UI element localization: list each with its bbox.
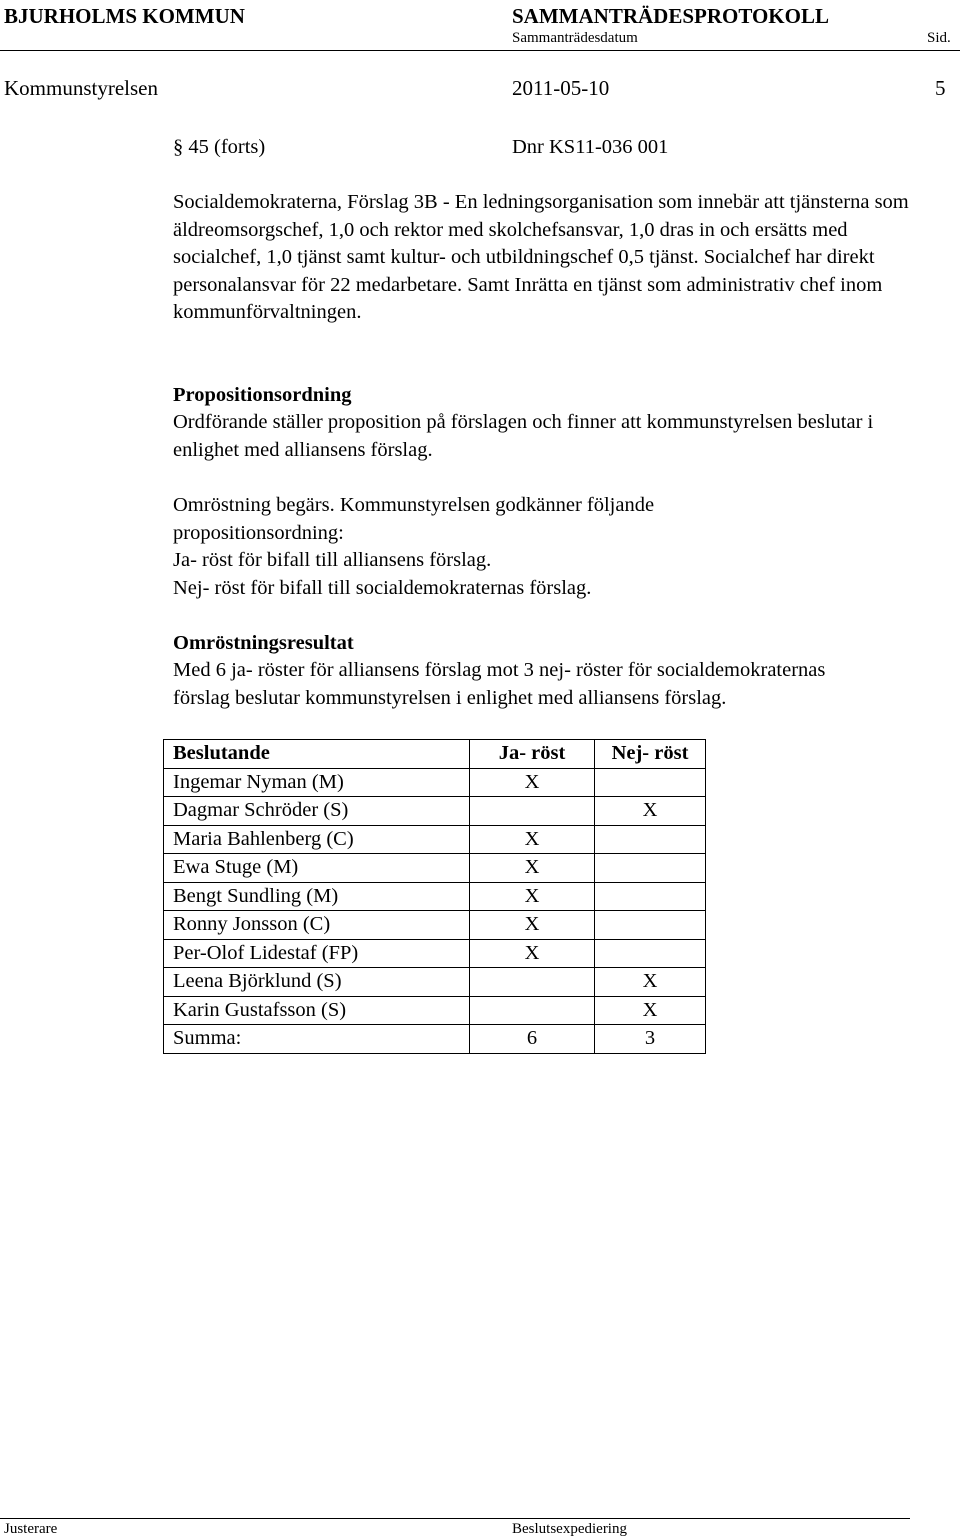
- table-sum-row: [164, 1025, 706, 1054]
- member-name: Ingemar Nyman (M): [164, 768, 470, 797]
- vote-yes-definition: Ja- röst för bifall till alliansens förslag.: [173, 549, 492, 571]
- member-name: Bengt Sundling (M): [164, 882, 470, 911]
- vote-no-definition: Nej- röst för bifall till socialdemokraternas förslag.: [173, 577, 592, 599]
- footer-beslutsexpediering: Beslutsexpediering: [512, 1521, 627, 1537]
- no-mark: X: [595, 996, 706, 1025]
- member-name: Dagmar Schröder (S): [164, 797, 470, 826]
- yes-mark: X: [470, 939, 595, 968]
- footer-divider: [0, 1518, 910, 1519]
- sum-yes: 6: [470, 1025, 595, 1054]
- diary-number: Dnr KS11-036 001: [512, 136, 669, 158]
- header-cell-no: Nej- röst: [595, 740, 706, 769]
- table-row: [164, 939, 706, 968]
- member-name: Ronny Jonsson (C): [164, 911, 470, 940]
- section-number: § 45 (forts): [173, 136, 266, 158]
- no-mark: [595, 882, 706, 911]
- vote-table: [163, 739, 706, 1054]
- page-number: 5: [935, 76, 946, 100]
- table-row: [164, 768, 706, 797]
- yes-mark: X: [470, 768, 595, 797]
- proposal-paragraph: Socialdemokraterna, Förslag 3B - En ledningsorganisation som innebär att tjänsterna som äldreomsorgschef, 1,0 och rektor med skolchefsansvar, 1,0 dras in och ersätts med socialchef, 1,0 tjänst samt kultur- och utbildningschef 0,5 tjänst. Socialchef har direkt personalansvar för 22 medarbetare. Samt Inrätta en tjänst som administrativ chef inom kommunförvaltningen.: [173, 191, 909, 323]
- table-row: [164, 882, 706, 911]
- member-name: Per-Olof Lidestaf (FP): [164, 939, 470, 968]
- document-type: SAMMANTRÄDESPROTOKOLL: [512, 4, 829, 28]
- table-row: [164, 911, 706, 940]
- no-mark: [595, 939, 706, 968]
- sum-no: 3: [595, 1025, 706, 1054]
- no-mark: [595, 854, 706, 883]
- table-row: [164, 996, 706, 1025]
- header-cell-yes: Ja- röst: [470, 740, 595, 769]
- sum-label: Summa:: [164, 1025, 470, 1054]
- result-heading: Omröstningsresultat: [173, 632, 354, 654]
- committee-name: Kommunstyrelsen: [4, 76, 158, 100]
- no-mark: X: [595, 797, 706, 826]
- table-row: [164, 797, 706, 826]
- proposition-heading: Propositionsordning: [173, 384, 352, 406]
- header-divider: [0, 50, 960, 51]
- no-mark: [595, 911, 706, 940]
- page-label: Sid.: [927, 30, 951, 46]
- yes-mark: X: [470, 825, 595, 854]
- result-text: Med 6 ja- röster för alliansens förslag mot 3 nej- röster för socialdemokraternas förslag beslutar kommunstyrelsen i enlighet med alliansens förslag.: [173, 659, 826, 709]
- table-header-row: [164, 740, 706, 769]
- meeting-date: 2011-05-10: [512, 76, 610, 100]
- member-name: Maria Bahlenberg (C): [164, 825, 470, 854]
- member-name: Ewa Stuge (M): [164, 854, 470, 883]
- no-mark: [595, 768, 706, 797]
- meeting-date-label: Sammanträdesdatum: [512, 30, 638, 46]
- vote-request-text: Omröstning begärs. Kommunstyrelsen godkänner följande propositionsordning:: [173, 494, 655, 544]
- member-name: Leena Björklund (S): [164, 968, 470, 997]
- table-row: [164, 968, 706, 997]
- member-name: Karin Gustafsson (S): [164, 996, 470, 1025]
- proposition-text: Ordförande ställer proposition på förslagen och finner att kommunstyrelsen beslutar i enlighet med alliansens förslag.: [173, 411, 874, 461]
- yes-mark: [470, 996, 595, 1025]
- yes-mark: X: [470, 854, 595, 883]
- yes-mark: X: [470, 882, 595, 911]
- yes-mark: [470, 797, 595, 826]
- header-cell-member: Beslutande: [164, 740, 470, 769]
- no-mark: [595, 825, 706, 854]
- table-row: [164, 825, 706, 854]
- yes-mark: X: [470, 911, 595, 940]
- table-row: [164, 854, 706, 883]
- yes-mark: [470, 968, 595, 997]
- footer-justerare: Justerare: [4, 1521, 58, 1537]
- no-mark: X: [595, 968, 706, 997]
- municipality-name: BJURHOLMS KOMMUN: [4, 4, 245, 28]
